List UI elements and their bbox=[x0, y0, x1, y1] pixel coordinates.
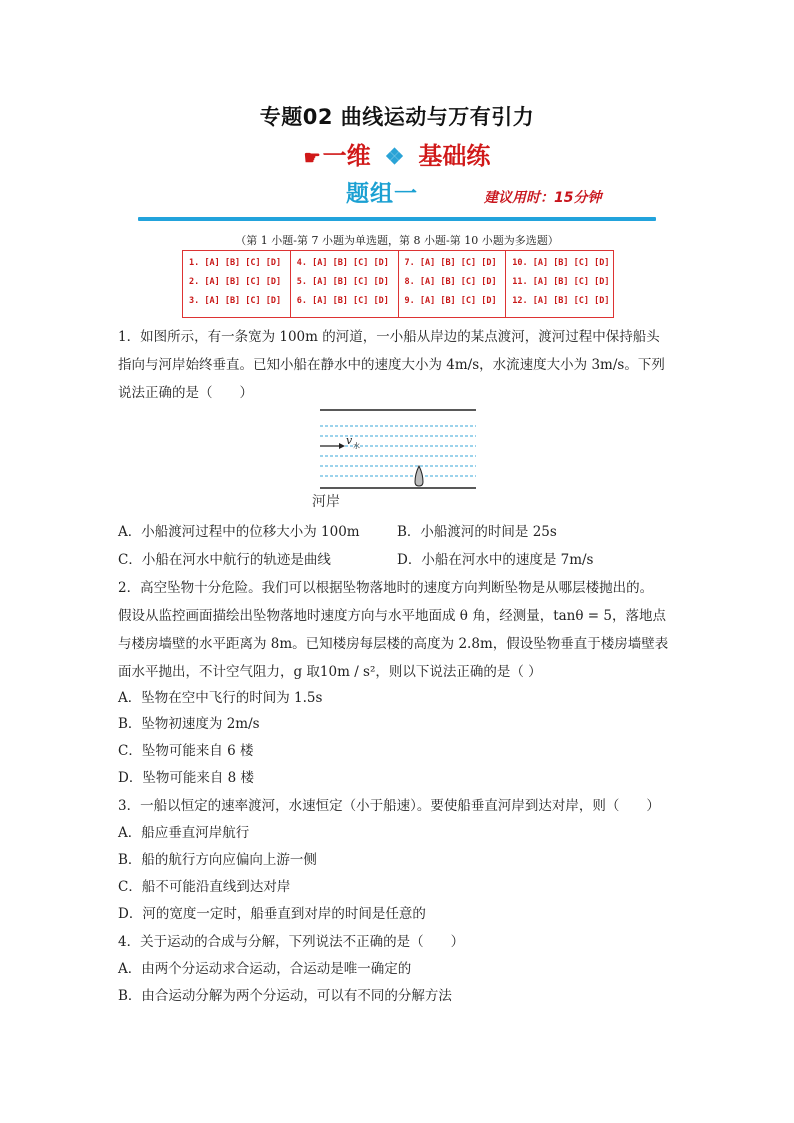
flow-arrow-head bbox=[339, 443, 345, 449]
answer-column bbox=[506, 251, 613, 317]
q2-line: 面水平抛出，不计空气阻力，g 取10m / s²，则以下说法正确的是（ ） bbox=[118, 664, 542, 680]
answer-row[interactable]: 7. [A] [B] [C] [D] bbox=[404, 258, 497, 268]
diamond-icon: ❖ bbox=[384, 144, 405, 170]
q3-option-b[interactable]: B．船的航行方向应偏向上游一侧 bbox=[118, 852, 317, 868]
answer-column bbox=[399, 251, 507, 317]
subtitle bbox=[0, 136, 794, 171]
velocity-subscript: 水 bbox=[353, 442, 360, 450]
q1-line: 指向与河岸始终垂直。已知小船在静水中的速度大小为 4m/s，水流速度大小为 3m/s。下列 bbox=[118, 357, 665, 373]
page-title: 专题02 曲线运动与万有引力 bbox=[259, 105, 535, 129]
q2-option-c[interactable]: C．坠物可能来自 6 楼 bbox=[118, 743, 254, 759]
answer-row[interactable]: 1. [A] [B] [C] [D] bbox=[189, 258, 282, 268]
answer-row[interactable]: 2. [A] [B] [C] [D] bbox=[189, 277, 282, 287]
answer-row[interactable]: 3. [A] [B] [C] [D] bbox=[189, 296, 282, 306]
boat-icon bbox=[415, 466, 423, 486]
answer-row[interactable]: 11. [A] [B] [C] [D] bbox=[512, 277, 610, 287]
q1-line: 说法正确的是（ ） bbox=[118, 385, 253, 401]
q2-line: 2．高空坠物十分危险。我们可以根据坠物落地时的速度方向判断坠物是从哪层楼抛出的。 bbox=[118, 580, 654, 596]
q3-line: 3．一船以恒定的速率渡河，水速恒定（小于船速）。要使船垂直河岸到达对岸，则（ ） bbox=[118, 798, 660, 814]
q4-option-a[interactable]: A．由两个分运动求合运动，合运动是唯一确定的 bbox=[118, 961, 412, 977]
pointing-hand-icon: ☛ bbox=[303, 147, 321, 169]
q3-option-c[interactable]: C．船不可能沿直线到达对岸 bbox=[118, 879, 291, 895]
q1-option-b[interactable]: B．小船渡河的时间是 25s bbox=[397, 524, 557, 540]
question-type-note: （第 1 小题-第 7 小题为单选题，第 8 小题-第 10 小题为多选题） bbox=[235, 234, 559, 247]
subtitle-left: 一维 bbox=[322, 141, 371, 170]
answer-row[interactable]: 6. [A] [B] [C] [D] bbox=[296, 296, 389, 306]
q4-line: 4．关于运动的合成与分解，下列说法不正确的是（ ） bbox=[118, 934, 465, 950]
q2-line: 假设从监控画面描绘出坠物落地时速度方向与水平地面成 θ 角，经测量，tanθ = 5，落地点 bbox=[118, 608, 666, 624]
answer-row[interactable]: 10. [A] [B] [C] [D] bbox=[512, 258, 610, 268]
q2-option-d[interactable]: D．坠物可能来自 8 楼 bbox=[118, 770, 254, 786]
divider-line bbox=[138, 217, 656, 221]
bank-label: 河岸 bbox=[312, 494, 340, 510]
answer-sheet bbox=[182, 250, 614, 318]
q1-option-a[interactable]: A．小船渡河过程中的位移大小为 100m bbox=[118, 524, 360, 540]
answer-row[interactable]: 4. [A] [B] [C] [D] bbox=[296, 258, 389, 268]
q3-option-d[interactable]: D．河的宽度一定时，船垂直到对岸的时间是任意的 bbox=[118, 906, 426, 922]
answer-column bbox=[291, 251, 399, 317]
group-title: 题组一 bbox=[346, 181, 418, 207]
q3-option-a[interactable]: A．船应垂直河岸航行 bbox=[118, 825, 250, 841]
q1-line: 1．如图所示，有一条宽为 100m 的河道，一小船从岸边的某点渡河，渡河过程中保持船头 bbox=[118, 329, 660, 345]
q2-line: 与楼房墙壁的水平距离为 8m。已知楼房每层楼的高度为 2.8m，假设坠物垂直于楼房墙壁表 bbox=[118, 636, 669, 652]
answer-column bbox=[183, 251, 291, 317]
q4-option-b[interactable]: B．由合运动分解为两个分运动，可以有不同的分解方法 bbox=[118, 988, 452, 1004]
subtitle-right: 基础练 bbox=[418, 141, 491, 170]
velocity-label: v bbox=[346, 434, 353, 447]
answer-row[interactable]: 12. [A] [B] [C] [D] bbox=[512, 296, 610, 306]
answer-row[interactable]: 8. [A] [B] [C] [D] bbox=[404, 277, 497, 287]
q2-option-b[interactable]: B．坠物初速度为 2m/s bbox=[118, 716, 260, 732]
q1-option-d[interactable]: D．小船在河水中的速度是 7m/s bbox=[397, 552, 594, 568]
q1-option-c[interactable]: C．小船在河水中航行的轨迹是曲线 bbox=[118, 552, 331, 568]
q2-option-a[interactable]: A．坠物在空中飞行的时间为 1.5s bbox=[118, 690, 323, 706]
answer-row[interactable]: 9. [A] [B] [C] [D] bbox=[404, 296, 497, 306]
time-hint: 建议用时：15分钟 bbox=[484, 190, 602, 206]
answer-row[interactable]: 5. [A] [B] [C] [D] bbox=[296, 277, 389, 287]
